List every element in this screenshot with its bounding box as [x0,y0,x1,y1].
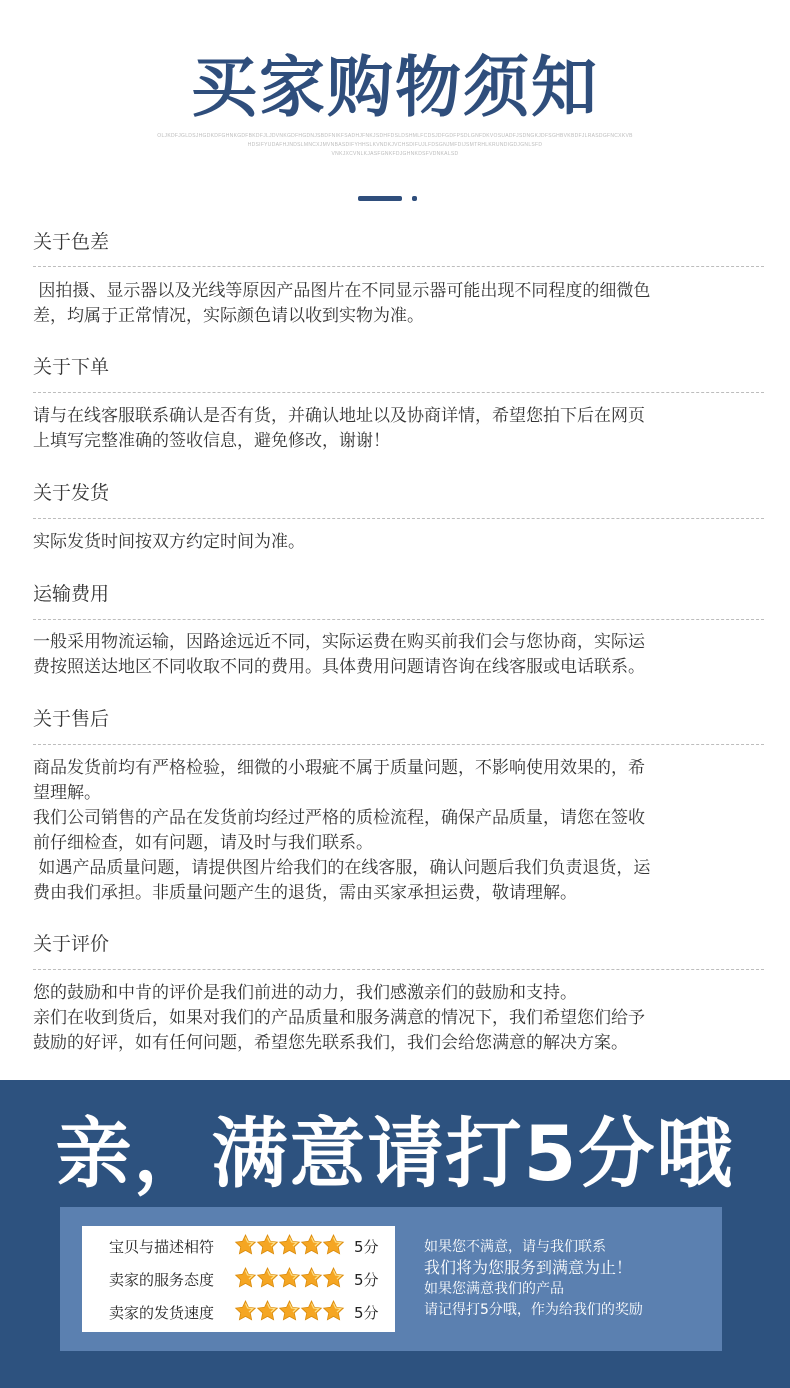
star-icon [256,1299,279,1323]
star-icon [322,1299,345,1323]
star-icon [256,1233,279,1257]
rating-row [82,1230,395,1262]
star-icon [300,1233,323,1257]
star-rating [234,1233,344,1259]
star-icon [300,1299,323,1323]
section-divider [33,266,764,267]
decorative-letters-line: OLJKDFJGLDSJHGDKDFGHNKGDFBKDFJLJDVNKGDFHGDNJSBDFNIKFSADHJFNKJSDHFDSLDSHMLFCDSJDFGDFPSDLGNFDKVOSUADFJSDNGKJDFSGHBVKBDFJLRASDGFNCXKVB [157,133,633,139]
rating-score: 5分 [354,1271,379,1289]
title-underline-bar [358,196,402,201]
section-divider [33,392,764,393]
star-icon [278,1299,301,1323]
section-title-ordering: 关于下单 [33,356,110,378]
star-icon [234,1233,257,1257]
section-body-shipping: 实际发货时间按双方约定时间为准。 [33,532,305,552]
rating-row [82,1296,395,1328]
rating-score: 5分 [354,1304,379,1322]
star-icon [256,1266,279,1290]
star-icon [300,1266,323,1290]
section-body-ordering: 请与在线客服联系确认是否有货，并确认地址以及协商详情，希望您拍下后在网页 上填写完整准确的签收信息，避免修改，谢谢！ [33,406,645,451]
promo-line: 如果您不满意，请与我们联系 [424,1239,606,1255]
star-icon [278,1233,301,1257]
decorative-letters-line: VNKJXCVNLKJASFGNKFDJGHNKDSFVDNKALSD [331,151,459,157]
promo-line: 如果您满意我们的产品 [424,1281,564,1297]
rating-label: 卖家的发货速度 [109,1304,215,1322]
star-icon [234,1299,257,1323]
section-body-color-difference: 因拍摄、显示器以及光线等原因产品图片在不同显示器可能出现不同程度的细微色 差，均属于正常情况，实际颜色请以收到实物为准。 [33,281,651,326]
rating-score: 5分 [354,1238,379,1256]
section-title-color-difference: 关于色差 [33,231,110,253]
section-body-reviews: 您的鼓励和中肯的评价是我们前进的动力，我们感激亲们的鼓励和支持。 亲们在收到货后，如果对我们的产品质量和服务满意的情况下，我们希望您们给予 鼓励的好评，如有任何问题，希望您先联系我们，我们会给您满意的解决方案。 [33,983,645,1053]
rating-row [82,1263,395,1295]
section-divider [33,744,764,745]
section-body-freight: 一般采用物流运输，因路途远近不同，实际运费在购买前我们会与您协商，实际运 费按照送达地区不同收取不同的费用。具体费用问题请咨询在线客服或电话联系。 [33,632,645,677]
promo-line: 请记得打5分哦，作为给我们的奖励 [424,1302,643,1318]
section-divider [33,619,764,620]
page-title: 买家购物须知 [191,49,599,126]
star-rating [234,1266,344,1292]
rating-slogan: 亲，满意请打5分哦 [55,1109,735,1198]
section-title-shipping: 关于发货 [33,482,110,504]
star-icon [322,1233,345,1257]
star-icon [322,1266,345,1290]
section-body-after-sales: 商品发货前均有严格检验，细微的小瑕疵不属于质量问题，不影响使用效果的，希 望理解。 我们公司销售的产品在发货前均经过严格的质检流程，确保产品质量，请您在签收 前仔细检查，如有问题，请及时与我们联系。 如遇产品质量问题，请提供图片给我们的在线客服，确认问题后我们负责退货，运 费由我们承担。非质量问题产生的退货，需由买家承担运费，敬请理解。 [33,758,651,903]
rating-box [82,1226,395,1332]
title-underline-dot [412,196,417,201]
decorative-letters-line: HDSIFYUDAFHJNDSLMNCXJMVNBASDIFYHHSLKVNDKJVCHSDIFUJLFDSGNJMFDIJSMTRHLKRUNDIGDJGNLSFD [247,142,543,148]
promo-line: 我们将为您服务到满意为止！ [424,1258,633,1277]
star-icon [234,1266,257,1290]
rating-label: 卖家的服务态度 [109,1271,215,1289]
star-icon [278,1266,301,1290]
section-title-after-sales: 关于售后 [33,708,110,730]
rating-label: 宝贝与描述相符 [109,1238,215,1256]
section-title-freight: 运输费用 [33,583,110,605]
star-rating [234,1299,344,1325]
header [0,0,790,230]
decorative-letters [125,132,665,159]
section-divider [33,518,764,519]
section-divider [33,969,764,970]
section-title-reviews: 关于评价 [33,933,110,955]
